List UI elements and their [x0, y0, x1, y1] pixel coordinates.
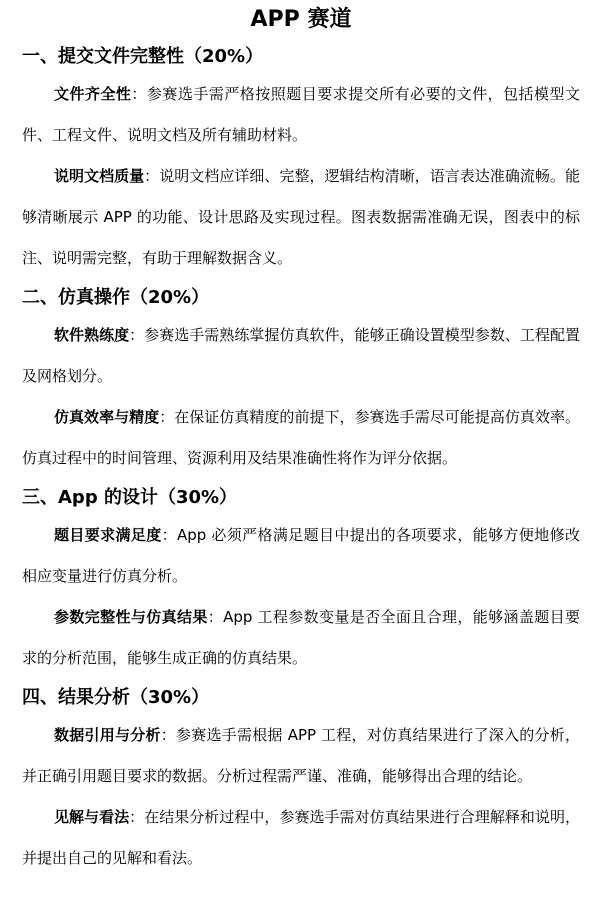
section-heading: 四、结果分析（30%）	[22, 687, 210, 708]
criterion-text: ：参赛选手需熟练掌握仿真软件，能够正确设置模型参数、工程配置及网格划分。	[22, 326, 580, 385]
criterion-term: 题目要求满足度	[54, 526, 162, 544]
criterion-paragraph	[22, 597, 580, 679]
section-heading: 二、仿真操作（20%）	[22, 287, 210, 308]
criterion-paragraph	[22, 397, 580, 479]
section-heading: 三、App 的设计（30%）	[22, 487, 238, 508]
criterion-text: ：App 必须严格满足题目中提出的各项要求，能够方便地修改相应变量进行仿真分析。	[22, 526, 580, 585]
section-app-design	[22, 485, 580, 679]
criterion-text: ：在保证仿真精度的前提下，参赛选手需尽可能提高仿真效率。仿真过程中的时间管理、资源利用及结果准确性将作为评分依据。	[22, 408, 580, 467]
criterion-paragraph	[22, 715, 580, 797]
criterion-paragraph	[22, 315, 580, 397]
section-simulation-operation	[22, 285, 580, 479]
section-file-completeness	[22, 44, 580, 279]
criterion-paragraph	[22, 156, 580, 279]
criterion-text: ：参赛选手需根据 APP 工程，对仿真结果进行了深入的分析，并正确引用题目要求的数据。分析过程需严谨、准确，能够得出合理的结论。	[22, 726, 580, 785]
criterion-term: 说明文档质量	[54, 167, 145, 185]
document-title: APP 赛道	[250, 7, 352, 32]
criterion-term: 仿真效率与精度	[54, 408, 160, 426]
criterion-term: 见解与看法	[54, 808, 130, 826]
criterion-term: 参数完整性与仿真结果	[54, 608, 208, 626]
criterion-term: 数据引用与分析	[54, 726, 161, 744]
section-heading: 一、提交文件完整性（20%）	[22, 46, 264, 67]
criterion-text: ：参赛选手需严格按照题目要求提交所有必要的文件，包括模型文件、工程文件、说明文档及所有辅助材料。	[22, 85, 580, 144]
section-result-analysis	[22, 685, 580, 879]
criterion-text: ：说明文档应详细、完整，逻辑结构清晰，语言表达准确流畅。能够清晰展示 APP 的功能、设计思路及实现过程。图表数据需准确无误，图表中的标注、说明需完整，有助于理解数据含义。	[22, 167, 580, 267]
criterion-text: ：App 工程参数变量是否全面且合理，能够涵盖题目要求的分析范围，能够生成正确的仿真结果。	[22, 608, 580, 667]
criterion-paragraph	[22, 515, 580, 597]
criterion-term: 文件齐全性	[54, 85, 132, 103]
criterion-paragraph	[22, 797, 580, 879]
criterion-text: ：在结果分析过程中，参赛选手需对仿真结果进行合理解释和说明，并提出自己的见解和看法。	[22, 808, 580, 867]
criterion-term: 软件熟练度	[54, 326, 130, 344]
criterion-paragraph	[22, 74, 580, 156]
